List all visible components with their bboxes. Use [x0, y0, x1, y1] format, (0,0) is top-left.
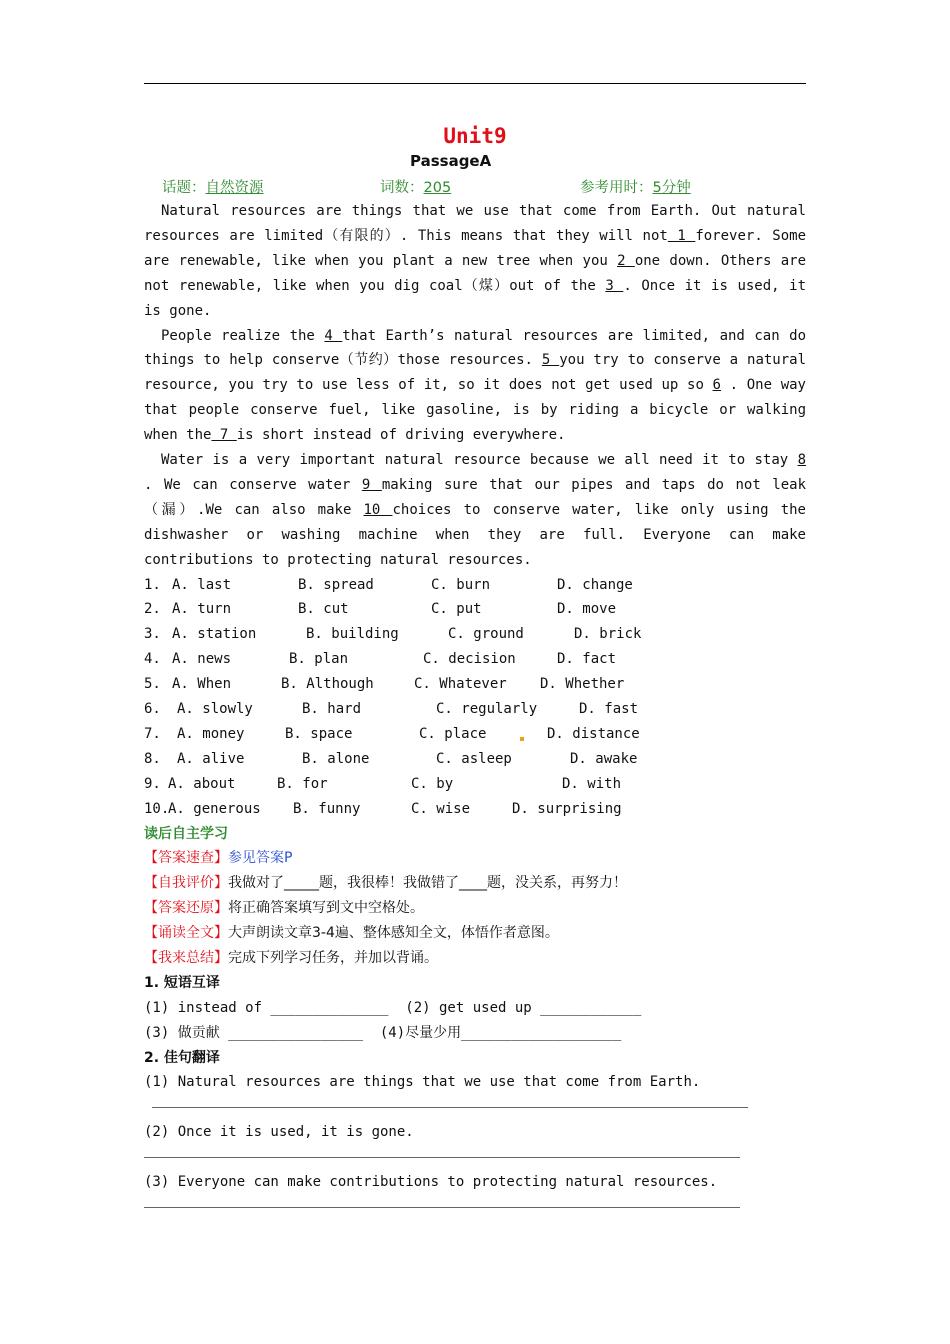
- time-value: 5分钟: [652, 180, 691, 196]
- option-d: D. fact: [557, 651, 617, 668]
- blank-8: 8: [797, 452, 806, 469]
- option-a: A. news: [172, 651, 232, 668]
- study-text: 参见答案P: [228, 850, 293, 867]
- option-number: 6.: [144, 701, 161, 718]
- blank-3: 3: [605, 277, 624, 294]
- option-a: A. slowly: [177, 701, 253, 718]
- option-a: A. When: [172, 676, 232, 693]
- sentences-heading: 2. 佳句翻译: [144, 1049, 220, 1066]
- option-b: B. plan: [289, 651, 349, 668]
- option-a: A. last: [172, 576, 232, 593]
- time-label: 参考用时：: [580, 180, 653, 196]
- unit-title: Unit9: [443, 124, 507, 148]
- p3-text-c: . We can conserve water: [144, 476, 362, 493]
- option-b: B. spread: [298, 576, 374, 593]
- sentence-1: (1) Natural resources are things that we use that come from Earth.: [144, 1074, 701, 1091]
- option-d: D. change: [557, 576, 633, 593]
- option-row-5: [144, 672, 806, 697]
- option-b: B. alone: [302, 750, 370, 767]
- option-d: D. distance: [547, 725, 640, 742]
- option-row-7: [144, 722, 806, 747]
- option-a: A. generous: [168, 800, 261, 817]
- study-text: 大声朗读文章3-4遍、整体感知全文，体悟作者意图。: [228, 925, 559, 942]
- option-d: D. with: [562, 775, 622, 792]
- p2-text-f: is short instead of driving everywhere.: [236, 427, 566, 444]
- answer-line-2[interactable]: [144, 1145, 806, 1170]
- options-list: [144, 573, 806, 822]
- header-rule: [144, 83, 806, 84]
- option-a: A. turn: [172, 601, 232, 618]
- option-number: 7.: [144, 725, 161, 742]
- topic-label: 话题：: [162, 180, 206, 196]
- study-text: 完成下列学习任务，并加以背诵。: [228, 949, 438, 966]
- study-tag: 【诵读全文】: [144, 925, 228, 942]
- phrase-line-2: (3) 做贡献 ________________ (4)尽量少用___________________: [144, 1024, 622, 1041]
- paragraph-2: [144, 324, 806, 449]
- option-row-4: [144, 647, 806, 672]
- blank-6: 6: [712, 377, 721, 394]
- study-text: 我做对了_____题，我很棒！我做错了____题，没关系，再努力！: [228, 875, 627, 892]
- sentence-3: (3) Everyone can make contributions to protecting natural resources.: [144, 1174, 718, 1191]
- option-c: C. burn: [431, 576, 491, 593]
- word-count-value: 205: [423, 180, 452, 196]
- blank-4: 4: [324, 327, 343, 344]
- blank-9: 9: [361, 476, 382, 493]
- phrase-line-1: (1) instead of ______________ (2) get used up ____________: [144, 999, 642, 1016]
- option-row-8: [144, 747, 806, 772]
- option-d: D. fast: [579, 701, 639, 718]
- option-number: 1.: [144, 576, 161, 593]
- blank-10: 10: [363, 501, 393, 518]
- option-row-3: [144, 622, 806, 647]
- option-b: B. Although: [281, 676, 374, 693]
- topic-meta: [162, 176, 264, 197]
- option-row-10: [144, 797, 806, 822]
- option-number: 4.: [144, 651, 161, 668]
- study-tag: 【我来总结】: [144, 949, 228, 966]
- option-row-2: [144, 597, 806, 622]
- option-d: D. Whether: [540, 676, 625, 693]
- study-heading: 读后自主学习: [144, 825, 228, 842]
- blank-7: 7: [211, 427, 237, 444]
- p2-text-a: People realize the: [161, 327, 325, 344]
- time-meta: [580, 176, 691, 197]
- option-c: C. by: [411, 775, 454, 792]
- option-d: D. move: [557, 601, 617, 618]
- study-tag: 【自我评价】: [144, 875, 228, 892]
- option-c: C. ground: [448, 626, 524, 643]
- option-d: D. brick: [574, 626, 642, 643]
- option-row-1: [144, 573, 806, 598]
- option-row-6: [144, 697, 806, 722]
- study-row-3: [144, 896, 806, 921]
- study-tag: 【答案还原】: [144, 900, 228, 917]
- p3-text-a: Water is a very important natural resource because we all need it to stay: [161, 452, 798, 469]
- blank-2: 2: [617, 252, 635, 269]
- p3-text-e: choices to conserve water, like only using the dishwasher or washing machine when they are full. Everyone can make contributions to protecting natural resources.: [144, 501, 806, 568]
- option-d: D. surprising: [512, 800, 622, 817]
- option-d: D. awake: [570, 750, 638, 767]
- option-row-9: [144, 772, 806, 797]
- phrases-heading: 1. 短语互译: [144, 974, 220, 991]
- study-row-4: [144, 921, 806, 946]
- p3-text-d: making sure that our pipes and taps do not leak（漏）.We can also make: [144, 476, 807, 518]
- option-b: B. funny: [293, 800, 361, 817]
- p1-text-c: forever. Some are renewable, like when you plant a new tree when you: [144, 227, 807, 269]
- option-a: A. about: [168, 775, 236, 792]
- p2-text-e: . One way that people conserve fuel, like gasoline, is by riding a bicycle or walking when the: [144, 377, 806, 444]
- option-b: B. for: [277, 775, 328, 792]
- option-number: 10.: [144, 800, 170, 817]
- option-a: A. station: [172, 626, 257, 643]
- study-row-5: [144, 946, 806, 971]
- study-text: 将正确答案填写到文中空格处。: [228, 900, 424, 917]
- study-tag: 【答案速查】: [144, 850, 228, 867]
- sentence-2: (2) Once it is used, it is gone.: [144, 1124, 414, 1141]
- option-b: B. building: [306, 626, 399, 643]
- option-c: C. asleep: [436, 750, 512, 767]
- p1-text-a: Natural resources are things that we use that come from Earth. Out natural resources are limited（有限的）. This means that they will not: [144, 203, 806, 244]
- option-number: 3.: [144, 626, 161, 643]
- paragraph-1: [144, 199, 806, 324]
- study-row-2: [144, 871, 806, 896]
- blank-5: 5: [541, 352, 560, 369]
- option-number: 8.: [144, 750, 161, 767]
- option-a: A. money: [177, 725, 245, 742]
- option-c: C. decision: [423, 651, 516, 668]
- p1-text-d: one down. Others are not renewable, like when you dig coal（煤）out of the: [144, 252, 806, 294]
- option-c: C. wise: [411, 800, 471, 817]
- paragraph-3: [144, 448, 806, 573]
- p1-text-e: . Once it is used, it is gone.: [144, 277, 807, 319]
- option-c: C. put: [431, 601, 482, 618]
- option-b: B. hard: [302, 701, 362, 718]
- option-number: 2.: [144, 601, 161, 618]
- option-c: C. Whatever: [414, 676, 507, 693]
- p2-text-c: that Earth’s natural resources are limited, and can do things to help conserve（节约）those resources.: [144, 327, 806, 369]
- option-c: C. place: [419, 725, 487, 742]
- document-body: [144, 199, 806, 1220]
- word-count-label: 词数：: [380, 180, 424, 196]
- answer-line-1[interactable]: [144, 1095, 806, 1120]
- option-c: C. regularly: [436, 701, 538, 718]
- topic-value: 自然资源: [205, 180, 264, 196]
- passage-subtitle: PassageA: [410, 152, 492, 170]
- study-row-1: [144, 846, 806, 871]
- blank-1: 1: [667, 227, 696, 244]
- answer-line-3[interactable]: [144, 1195, 806, 1220]
- p2-text-d: you try to conserve a natural resource, you try to use less of it, so it does not get used up so: [144, 352, 807, 394]
- option-b: B. space: [285, 725, 353, 742]
- word-count-meta: [380, 176, 451, 197]
- option-b: B. cut: [298, 601, 349, 618]
- option-a: A. alive: [177, 750, 245, 767]
- option-number: 5.: [144, 676, 161, 693]
- option-number: 9.: [144, 775, 161, 792]
